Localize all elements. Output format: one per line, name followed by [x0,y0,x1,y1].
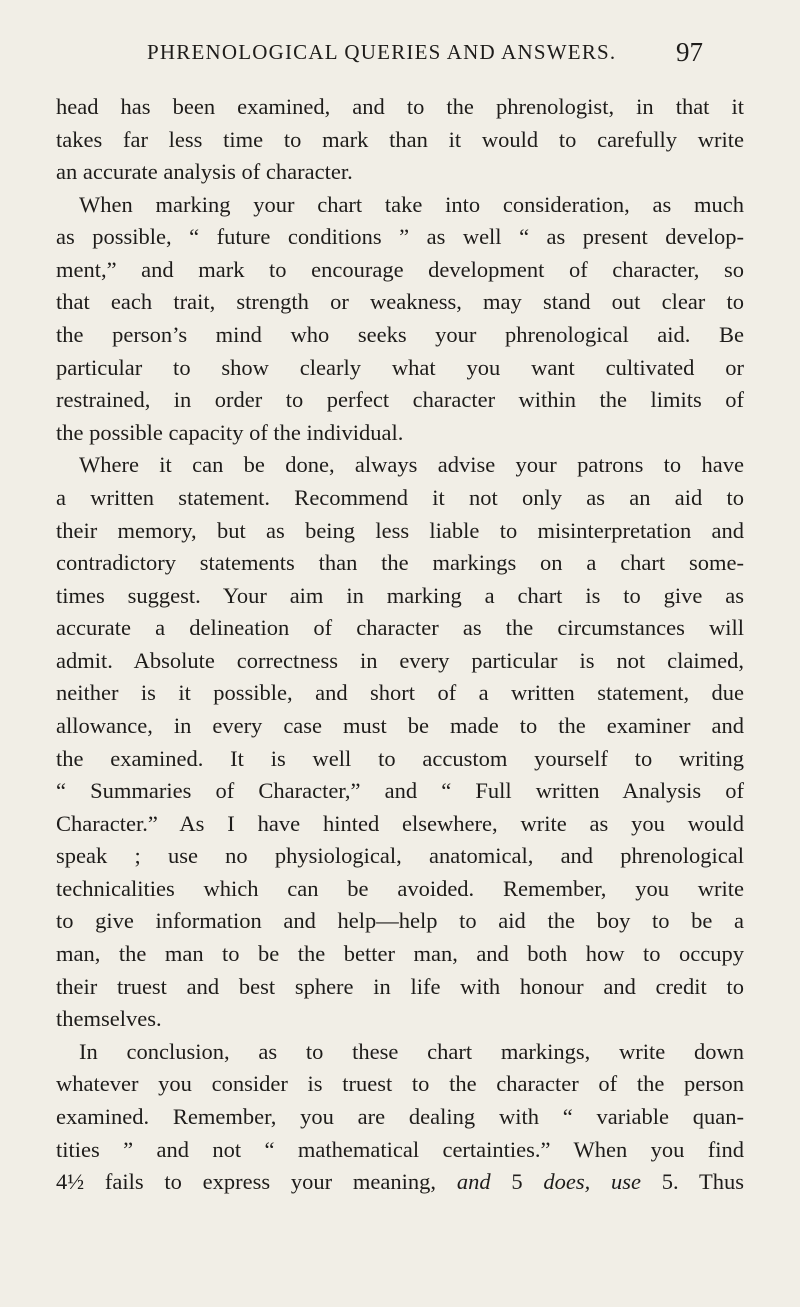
text-line: as possible, “ future conditions ” as well “ as present develop- [56,224,744,250]
text-line: Character.” As I have hinted elsewhere, write as you would [56,810,744,836]
text-line: In conclusion, as to these chart markings, write down [79,1038,744,1064]
text-line: their memory, but as being less liable to misinterpretation and [56,517,744,543]
text-line: to give information and help—help to aid the boy to be a [56,908,744,934]
text-line: man, the man to be the better man, and both how to occupy [56,941,744,967]
final-line-italic-does-use: does, use [543,1169,641,1195]
text-line: head has been examined, and to the phrenologist, in that it [56,94,744,119]
text-line: particular to show clearly what you want cultivated or [56,354,744,380]
final-line-part: 5. Thus [641,1169,745,1195]
text-line: accurate a delineation of character as the circumstances will [56,615,744,641]
final-line-part: 5 [490,1169,544,1195]
text-line: restrained, in order to perfect character within the limits of [56,387,744,413]
final-line-italic-and: and [456,1169,491,1195]
text-line: allowance, in every case must be made to the examiner and [56,712,744,738]
text-line: examined. Remember, you are dealing with “ variable quan- [56,1103,744,1129]
text-line: that each trait, strength or weakness, may stand out clear to [56,289,744,315]
text-line: ment,” and mark to encourage development of character, so [56,256,744,282]
page-header [0,37,800,86]
text-line: the possible capacity of the individual. [56,419,404,445]
text-line-final [56,1166,744,1199]
text-line: whatever you consider is truest to the character of the person [56,1071,744,1097]
text-line: times suggest. Your aim in marking a chart is to give as [56,582,744,608]
text-line: speak ; use no physiological, anatomical, and phrenological [56,843,744,869]
text-line: neither is it possible, and short of a written statement, due [56,680,744,706]
text-line: “ Summaries of Character,” and “ Full written Analysis of [56,778,744,804]
running-title: PHRENOLOGICAL QUERIES AND ANSWERS. [147,40,617,64]
body-text [56,91,744,1291]
text-line: themselves. [56,1006,162,1032]
text-line: takes far less time to mark than it would to carefully write [56,126,744,152]
page-number: 97 [676,37,703,67]
text-line: Where it can be done, always advise your patrons to have [79,452,744,478]
text-line: an accurate analysis of character. [56,159,353,185]
text-line: the person’s mind who seeks your phrenological aid. Be [56,322,744,348]
final-line-part: 4½ fails to express your meaning, [56,1169,457,1195]
text-line: tities ” and not “ mathematical certainties.” When you find [56,1136,744,1162]
text-line: contradictory statements than the markings on a chart some- [56,550,744,576]
text-line: When marking your chart take into consideration, as much [79,191,744,217]
text-line: their truest and best sphere in life with honour and credit to [56,973,744,999]
text-line: admit. Absolute correctness in every particular is not claimed, [56,647,744,673]
text-line: the examined. It is well to accustom yourself to writing [56,745,744,771]
text-line: technicalities which can be avoided. Remember, you write [56,875,744,901]
text-line: a written statement. Recommend it not only as an aid to [56,484,744,510]
